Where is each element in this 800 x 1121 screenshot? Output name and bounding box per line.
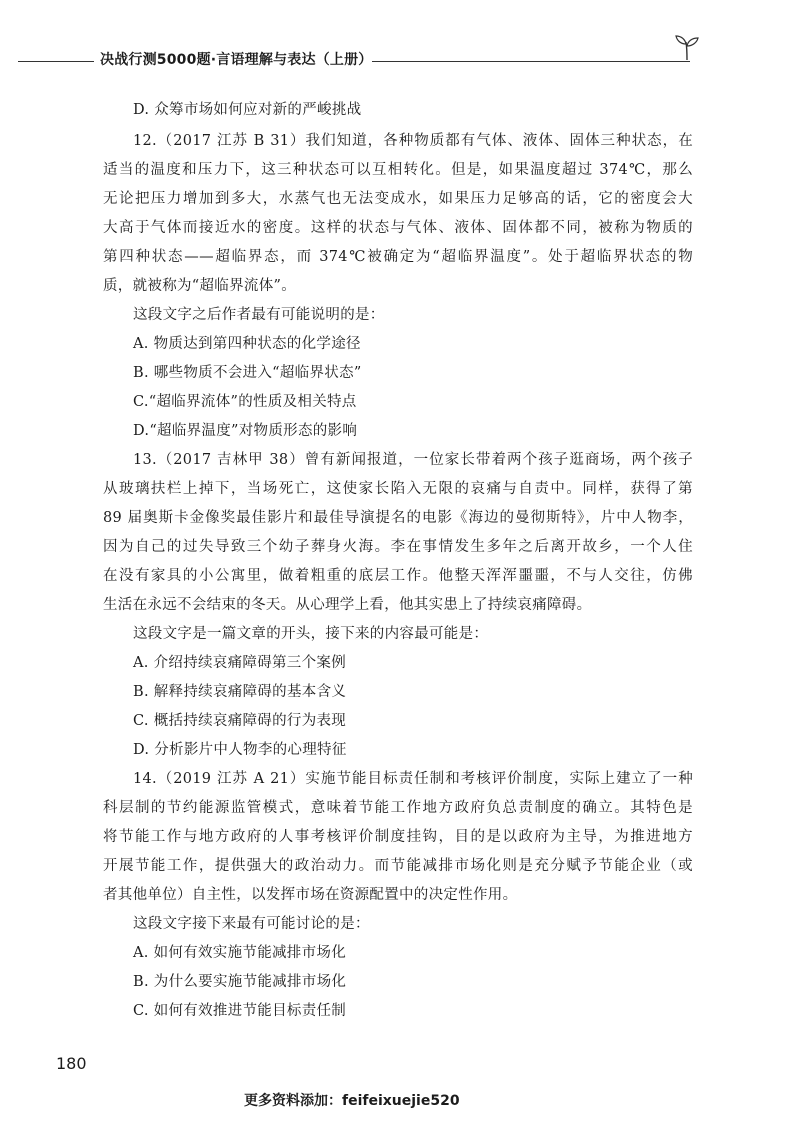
- q14-line: 科层制的节约能源监管模式，意味着节能工作地方政府负总责制度的确立。其特色是: [103, 800, 693, 816]
- q13-line: 13.（2017 吉林甲 38）曾有新闻报道，一位家长带着两个孩子逛商场，两个孩子: [133, 452, 693, 468]
- q14-option-c: C. 如何有效推进节能目标责任制: [133, 1003, 347, 1019]
- question-14: [103, 765, 693, 1026]
- q12-option-a: A. 物质达到第四种状态的化学途径: [133, 336, 361, 352]
- page-content: [103, 96, 693, 1026]
- q12-line: 12.（2017 江苏 B 31）我们知道，各种物质都有气体、液体、固体三种状态，在: [133, 133, 693, 149]
- question-13: [103, 446, 693, 765]
- book-title: 决战行测5000题·言语理解与表达（上册）: [100, 52, 373, 68]
- q12-line: 无论把压力增加到多大，水蒸气也无法变成水，如果压力足够高的话，它的密度会大: [103, 191, 693, 207]
- q12-option-b: B. 哪些物质不会进入“超临界状态”: [133, 365, 362, 381]
- q13-line: 从玻璃扶栏上掉下，当场死亡，这使家长陷入无限的哀痛与自责中。同样，获得了第: [103, 481, 693, 497]
- q12-line: 第四种状态——超临界态，而 374℃被确定为“超临界温度”。处于超临界状态的物: [103, 249, 693, 265]
- footer-note: 更多资料添加：feifeixuejie520: [244, 1093, 460, 1109]
- q12-line: 大高于气体而接近水的密度。这样的状态与气体、液体、固体都不同，被称为物质的: [103, 220, 693, 236]
- q13-option-c: C. 概括持续哀痛障碍的行为表现: [133, 713, 347, 729]
- q14-line: 14.（2019 江苏 A 21）实施节能目标责任制和考核评价制度，实际上建立了一种: [133, 771, 693, 787]
- q13-line: 生活在永远不会结束的冬天。从心理学上看，他其实患上了持续哀痛障碍。: [103, 597, 592, 613]
- q12-option-d: D.“超临界温度”对物质形态的影响: [133, 423, 358, 439]
- q13-line: 在没有家具的小公寓里，做着粗重的底层工作。他整天浑浑噩噩，不与人交往，仿佛: [103, 568, 693, 584]
- q14-line: 开展节能工作，提供强大的政治动力。而节能减排市场化则是充分赋予节能企业（或: [103, 858, 693, 874]
- q14-option-a: A. 如何有效实施节能减排市场化: [133, 945, 346, 961]
- question-12: [103, 127, 693, 446]
- q12-line: 质，就被称为“超临界流体”。: [103, 278, 297, 294]
- q12-prompt: 这段文字之后作者最有可能说明的是：: [133, 307, 385, 323]
- q13-option-b: B. 解释持续哀痛障碍的基本含义: [133, 684, 347, 700]
- q12-option-c: C.“超临界流体”的性质及相关特点: [133, 394, 357, 410]
- running-header: [0, 46, 800, 76]
- q13-prompt: 这段文字是一篇文章的开头，接下来的内容最可能是：: [133, 626, 489, 642]
- q11-option-d: D. 众筹市场如何应对新的严峻挑战: [133, 102, 362, 118]
- header-rule-right: [372, 61, 690, 62]
- page-number: 180: [56, 1054, 87, 1073]
- q14-option-b: B. 为什么要实施节能减排市场化: [133, 974, 347, 990]
- q14-prompt: 这段文字接下来最有可能讨论的是：: [133, 916, 370, 932]
- header-rule-left: [18, 61, 94, 62]
- q13-line: 因为自己的过失导致三个幼子葬身火海。李在事情发生多年之后离开故乡，一个人住: [103, 539, 693, 555]
- q13-option-a: A. 介绍持续哀痛障碍第三个案例: [133, 655, 346, 671]
- q13-option-d: D. 分析影片中人物李的心理特征: [133, 742, 347, 758]
- q14-line: 将节能工作与地方政府的人事考核评价制度挂钩，目的是以政府为主导，为推进地方: [103, 829, 693, 845]
- q12-line: 适当的温度和压力下，这三种状态可以互相转化。但是，如果温度超过 374℃，那么: [103, 162, 693, 178]
- q14-line: 者其他单位）自主性，以发挥市场在资源配置中的决定性作用。: [103, 887, 518, 903]
- q13-line: 89 届奥斯卡金像奖最佳影片和最佳导演提名的电影《海边的曼彻斯特》，片中人物李，: [103, 510, 693, 526]
- sprout-icon: [672, 32, 702, 62]
